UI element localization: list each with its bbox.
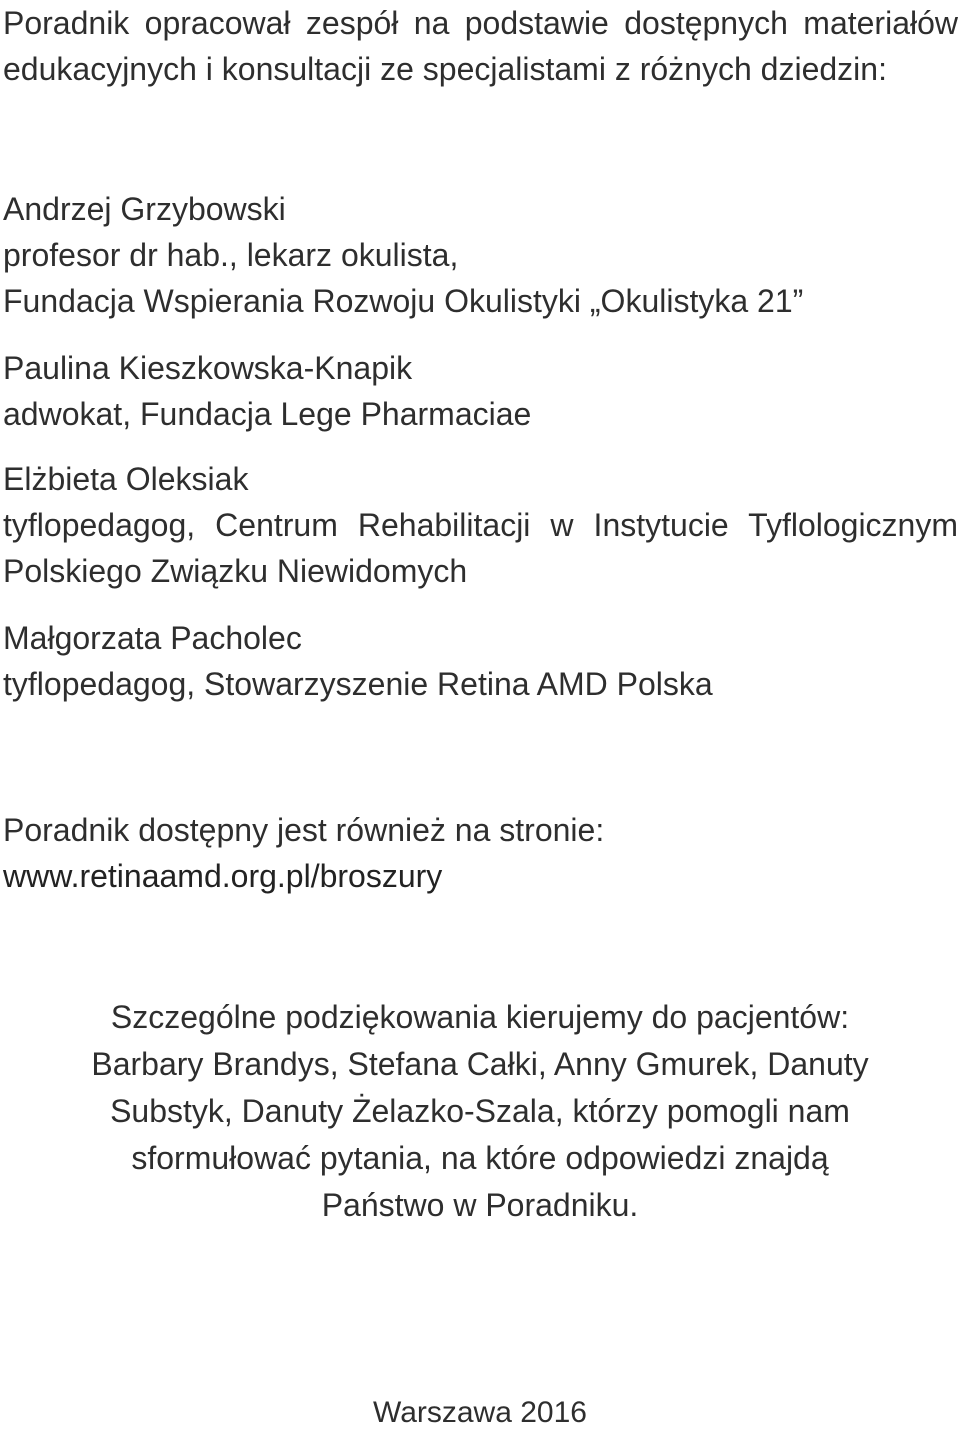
contributor-description: tyflopedagog, Stowarzyszenie Retina AMD Polska [3,666,713,702]
contributor-affiliation: Fundacja Wspierania Rozwoju Okulistyki „Okulistyka 21” [3,283,804,319]
contributor-kieszkowska-knapik [3,345,958,437]
contributor-name: Paulina Kieszkowska-Knapik [3,350,413,386]
contributor-name: Andrzej Grzybowski [3,191,286,227]
contributor-description: profesor dr hab., lekarz okulista, [3,237,459,273]
acknowledgements-line: Barbary Brandys, Stefana Całki, Anny Gmurek, Danuty [91,1046,869,1082]
acknowledgements [0,994,960,1229]
contributor-description: tyflopedagog, Centrum Rehabilitacji w Instytucie Tyflologicznym Polskiego Związku Niewidomych [3,507,958,589]
contributor-grzybowski [3,186,958,324]
acknowledgements-line: sformułować pytania, na które odpowiedzi znajdą [131,1140,829,1176]
contributor-oleksiak [3,456,958,594]
acknowledgements-line: Państwo w Poradniku. [321,1187,639,1223]
contributor-name: Małgorzata Pacholec [3,620,302,656]
acknowledgements-line: Substyk, Danuty Żelazko-Szala, którzy pomogli nam [110,1093,850,1129]
availability-section [3,807,958,899]
contributor-pacholec [3,615,958,707]
availability-label: Poradnik dostępny jest również na stronie: [3,812,605,848]
website-link[interactable]: www.retinaamd.org.pl/broszury [3,858,443,894]
intro-paragraph: Poradnik opracował zespół na podstawie dostępnych materiałów edukacyjnych i konsultacji ze specjalistami z różnych dziedzin: [3,5,958,87]
contributor-description: adwokat, Fundacja Lege Pharmaciae [3,396,532,432]
contributor-name: Elżbieta Oleksiak [3,461,249,497]
acknowledgements-line: Szczególne podziękowania kierujemy do pacjentów: [110,999,850,1035]
place-and-year: Warszawa 2016 [373,1396,587,1429]
